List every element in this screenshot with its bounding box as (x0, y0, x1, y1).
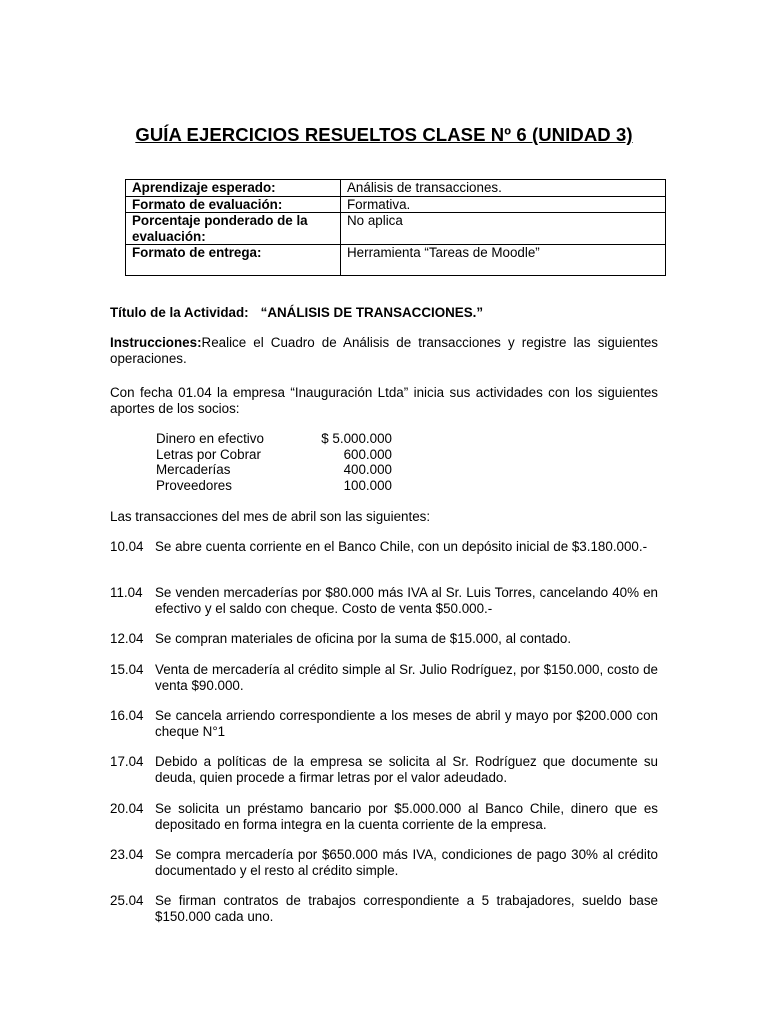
transaction-text: Debido a políticas de la empresa se solicita al Sr. Rodríguez que documente su deuda, quien procede a firmar letras por el valor adeudado. (155, 754, 658, 785)
transaction-date: 11.04 (110, 585, 143, 600)
transaction-item (110, 539, 658, 555)
list-item (156, 431, 392, 447)
activity-value: “ANÁLISIS DE TRANSACCIONES.” (260, 305, 484, 320)
info-value: Análisis de transacciones. (341, 180, 666, 197)
transaction-item (110, 662, 658, 693)
transaction-date: 20.04 (110, 801, 144, 816)
aporte-name: Proveedores (156, 477, 232, 493)
transaction-item (110, 754, 658, 785)
transaction-text: Se cancela arriendo correspondiente a los meses de abril y mayo por $200.000 con cheque N°1 (155, 708, 658, 739)
transaction-item (110, 708, 658, 739)
transaction-text: Se compran materiales de oficina por la suma de $15.000, al contado. (155, 631, 572, 646)
activity-label: Título de la Actividad: (110, 305, 249, 320)
activity-title (110, 305, 483, 320)
transactions-intro: Las transacciones del mes de abril son las siguientes: (110, 509, 431, 524)
list-item (156, 462, 392, 478)
transaction-date: 23.04 (110, 847, 144, 862)
info-table (125, 179, 666, 276)
transaction-text: Se firman contratos de trabajos correspondiente a 5 trabajadores, sueldo base $150.000 cada uno. (155, 893, 658, 924)
document-title: GUÍA EJERCICIOS RESUELTOS CLASE Nº 6 (UNIDAD 3) (135, 124, 633, 145)
transaction-date: 12.04 (110, 631, 144, 646)
transaction-text: Se solicita un préstamo bancario por $5.000.000 al Banco Chile, dinero que es depositado en forma integra en la cuenta corriente de la empresa. (155, 801, 658, 832)
aportes-list (156, 431, 392, 493)
transaction-date: 15.04 (110, 662, 144, 677)
info-row (126, 245, 666, 276)
transaction-text: Se compra mercadería por $650.000 más IVA, condiciones de pago 30% al crédito documentado y el resto al crédito simple. (155, 847, 658, 878)
info-row (126, 196, 666, 213)
transaction-date: 17.04 (110, 754, 144, 769)
transaction-item (110, 801, 658, 832)
aporte-name: Letras por Cobrar (156, 446, 261, 462)
transaction-item (110, 631, 658, 647)
aporte-value: 400.000 (343, 462, 392, 477)
instructions-label: Instrucciones: (110, 335, 202, 350)
transaction-item (110, 847, 658, 878)
info-label: Aprendizaje esperado: (126, 180, 341, 197)
transaction-item (110, 893, 658, 924)
intro-paragraph: Con fecha 01.04 la empresa “Inauguración Ltda” inicia sus actividades con los siguientes aportes de los socios: (110, 385, 658, 416)
instructions-text: Realice el Cuadro de Análisis de transacciones y registre las siguientes operaciones. (110, 335, 658, 366)
info-label: Formato de evaluación: (126, 196, 341, 213)
transaction-date: 16.04 (110, 708, 144, 723)
transaction-text: Se abre cuenta corriente en el Banco Chile, con un depósito inicial de $3.180.000.- (155, 539, 648, 554)
aporte-value: 600.000 (343, 446, 392, 462)
info-row (126, 180, 666, 197)
transaction-text: Venta de mercadería al crédito simple al Sr. Julio Rodríguez, por $150.000, costo de venta $90.000. (155, 662, 658, 693)
transaction-date: 10.04 (110, 539, 144, 554)
info-value: Formativa. (341, 196, 666, 213)
transaction-item (110, 585, 658, 616)
info-value: Herramienta “Tareas de Moodle” (341, 245, 666, 276)
aporte-name: Mercaderías (156, 462, 231, 477)
aporte-name: Dinero en efectivo (156, 431, 264, 446)
list-item (156, 447, 392, 463)
info-row (126, 213, 666, 245)
aporte-value: 100.000 (343, 477, 392, 493)
transaction-text: Se venden mercaderías por $80.000 más IVA al Sr. Luis Torres, cancelando 40% en efectivo y el saldo con cheque. Costo de venta $50.000.- (155, 585, 658, 616)
info-label: Porcentaje ponderado de la evaluación: (126, 213, 341, 245)
info-value: No aplica (341, 213, 666, 245)
list-item (156, 478, 392, 494)
instructions (110, 335, 658, 366)
aporte-value: $ 5.000.000 (321, 431, 392, 446)
transaction-date: 25.04 (110, 893, 144, 908)
info-label: Formato de entrega: (126, 245, 341, 276)
